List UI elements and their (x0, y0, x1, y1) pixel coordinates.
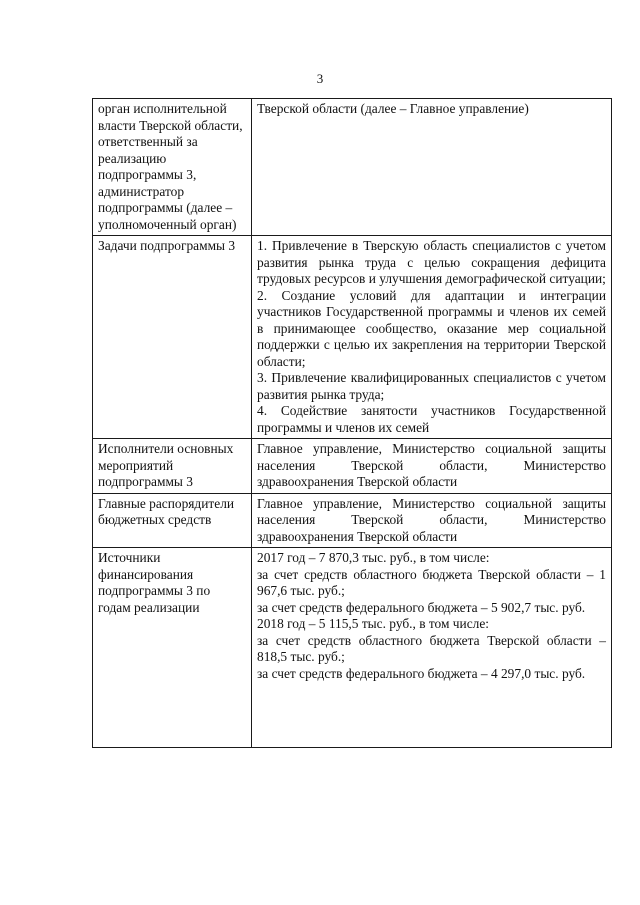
content-paragraph: Главное управление, Министерство социальной защиты населения Тверской области, Министерство здравоохранения Тверской области (257, 495, 606, 544)
content-paragraph: Главное управление, Министерство социальной защиты населения Тверской области, Министерство здравоохранения Тверской области (257, 441, 606, 489)
row-label-budget-managers: Главные распорядители бюджетных средств (93, 493, 252, 548)
table-row (93, 236, 612, 439)
table-row (93, 493, 612, 548)
row-content-executors (252, 439, 612, 494)
task-item: 1. Привлечение в Тверскую область специалистов с учетом развития рынка труда с целью сокращения дефицита трудовых ресурсов и улучшения демографической ситуации; (257, 238, 606, 286)
funding-line: за счет средств федерального бюджета – 4 297,0 тыс. руб. (257, 665, 586, 681)
content-paragraph: Тверской области (далее – Главное управление) (257, 101, 529, 116)
row-content-responsible-body (252, 99, 612, 236)
row-content-budget-managers (252, 493, 612, 548)
funding-line: 2018 год – 5 115,5 тыс. руб., в том числе: (257, 616, 490, 631)
subprogram-passport-table (92, 98, 612, 748)
funding-line: за счет средств областного бюджета Тверской области – 1 967,6 тыс. руб.; (257, 566, 606, 598)
task-item: 4. Содействие занятости участников Государственной программы и членов их семей (257, 403, 606, 435)
table-row (93, 439, 612, 494)
funding-line: за счет средств федерального бюджета – 5 902,7 тыс. руб. (257, 599, 586, 615)
page-number: 3 (316, 71, 324, 86)
funding-line: за счет средств областного бюджета Тверской области – 818,5 тыс. руб.; (257, 632, 606, 664)
task-item: 2. Создание условий для адаптации и интеграции участников Государственной программы и членов их семей в принимающее сообщество, оказание мер социальной поддержки с целью их закрепления на территории Тверской области; (257, 287, 606, 369)
row-label-funding-sources: Источники финансирования подпрограммы 3 по годам реализации (93, 548, 252, 748)
row-label-responsible-body: орган исполнительной власти Тверской области, ответственный за реализацию подпрограммы 3, администратор подпрограммы (далее – уполномоченный орган) (93, 99, 252, 236)
table-row (93, 548, 612, 748)
task-item: 3. Привлечение квалифицированных специалистов с учетом развития рынка труда; (257, 370, 606, 402)
row-content-tasks (252, 236, 612, 439)
row-label-executors: Исполнители основных мероприятий подпрограммы 3 (93, 439, 252, 494)
funding-line: 2017 год – 7 870,3 тыс. руб., в том числе: (257, 550, 490, 565)
row-content-funding-sources (252, 548, 612, 748)
row-label-tasks: Задачи подпрограммы 3 (93, 236, 252, 439)
table-row (93, 99, 612, 236)
